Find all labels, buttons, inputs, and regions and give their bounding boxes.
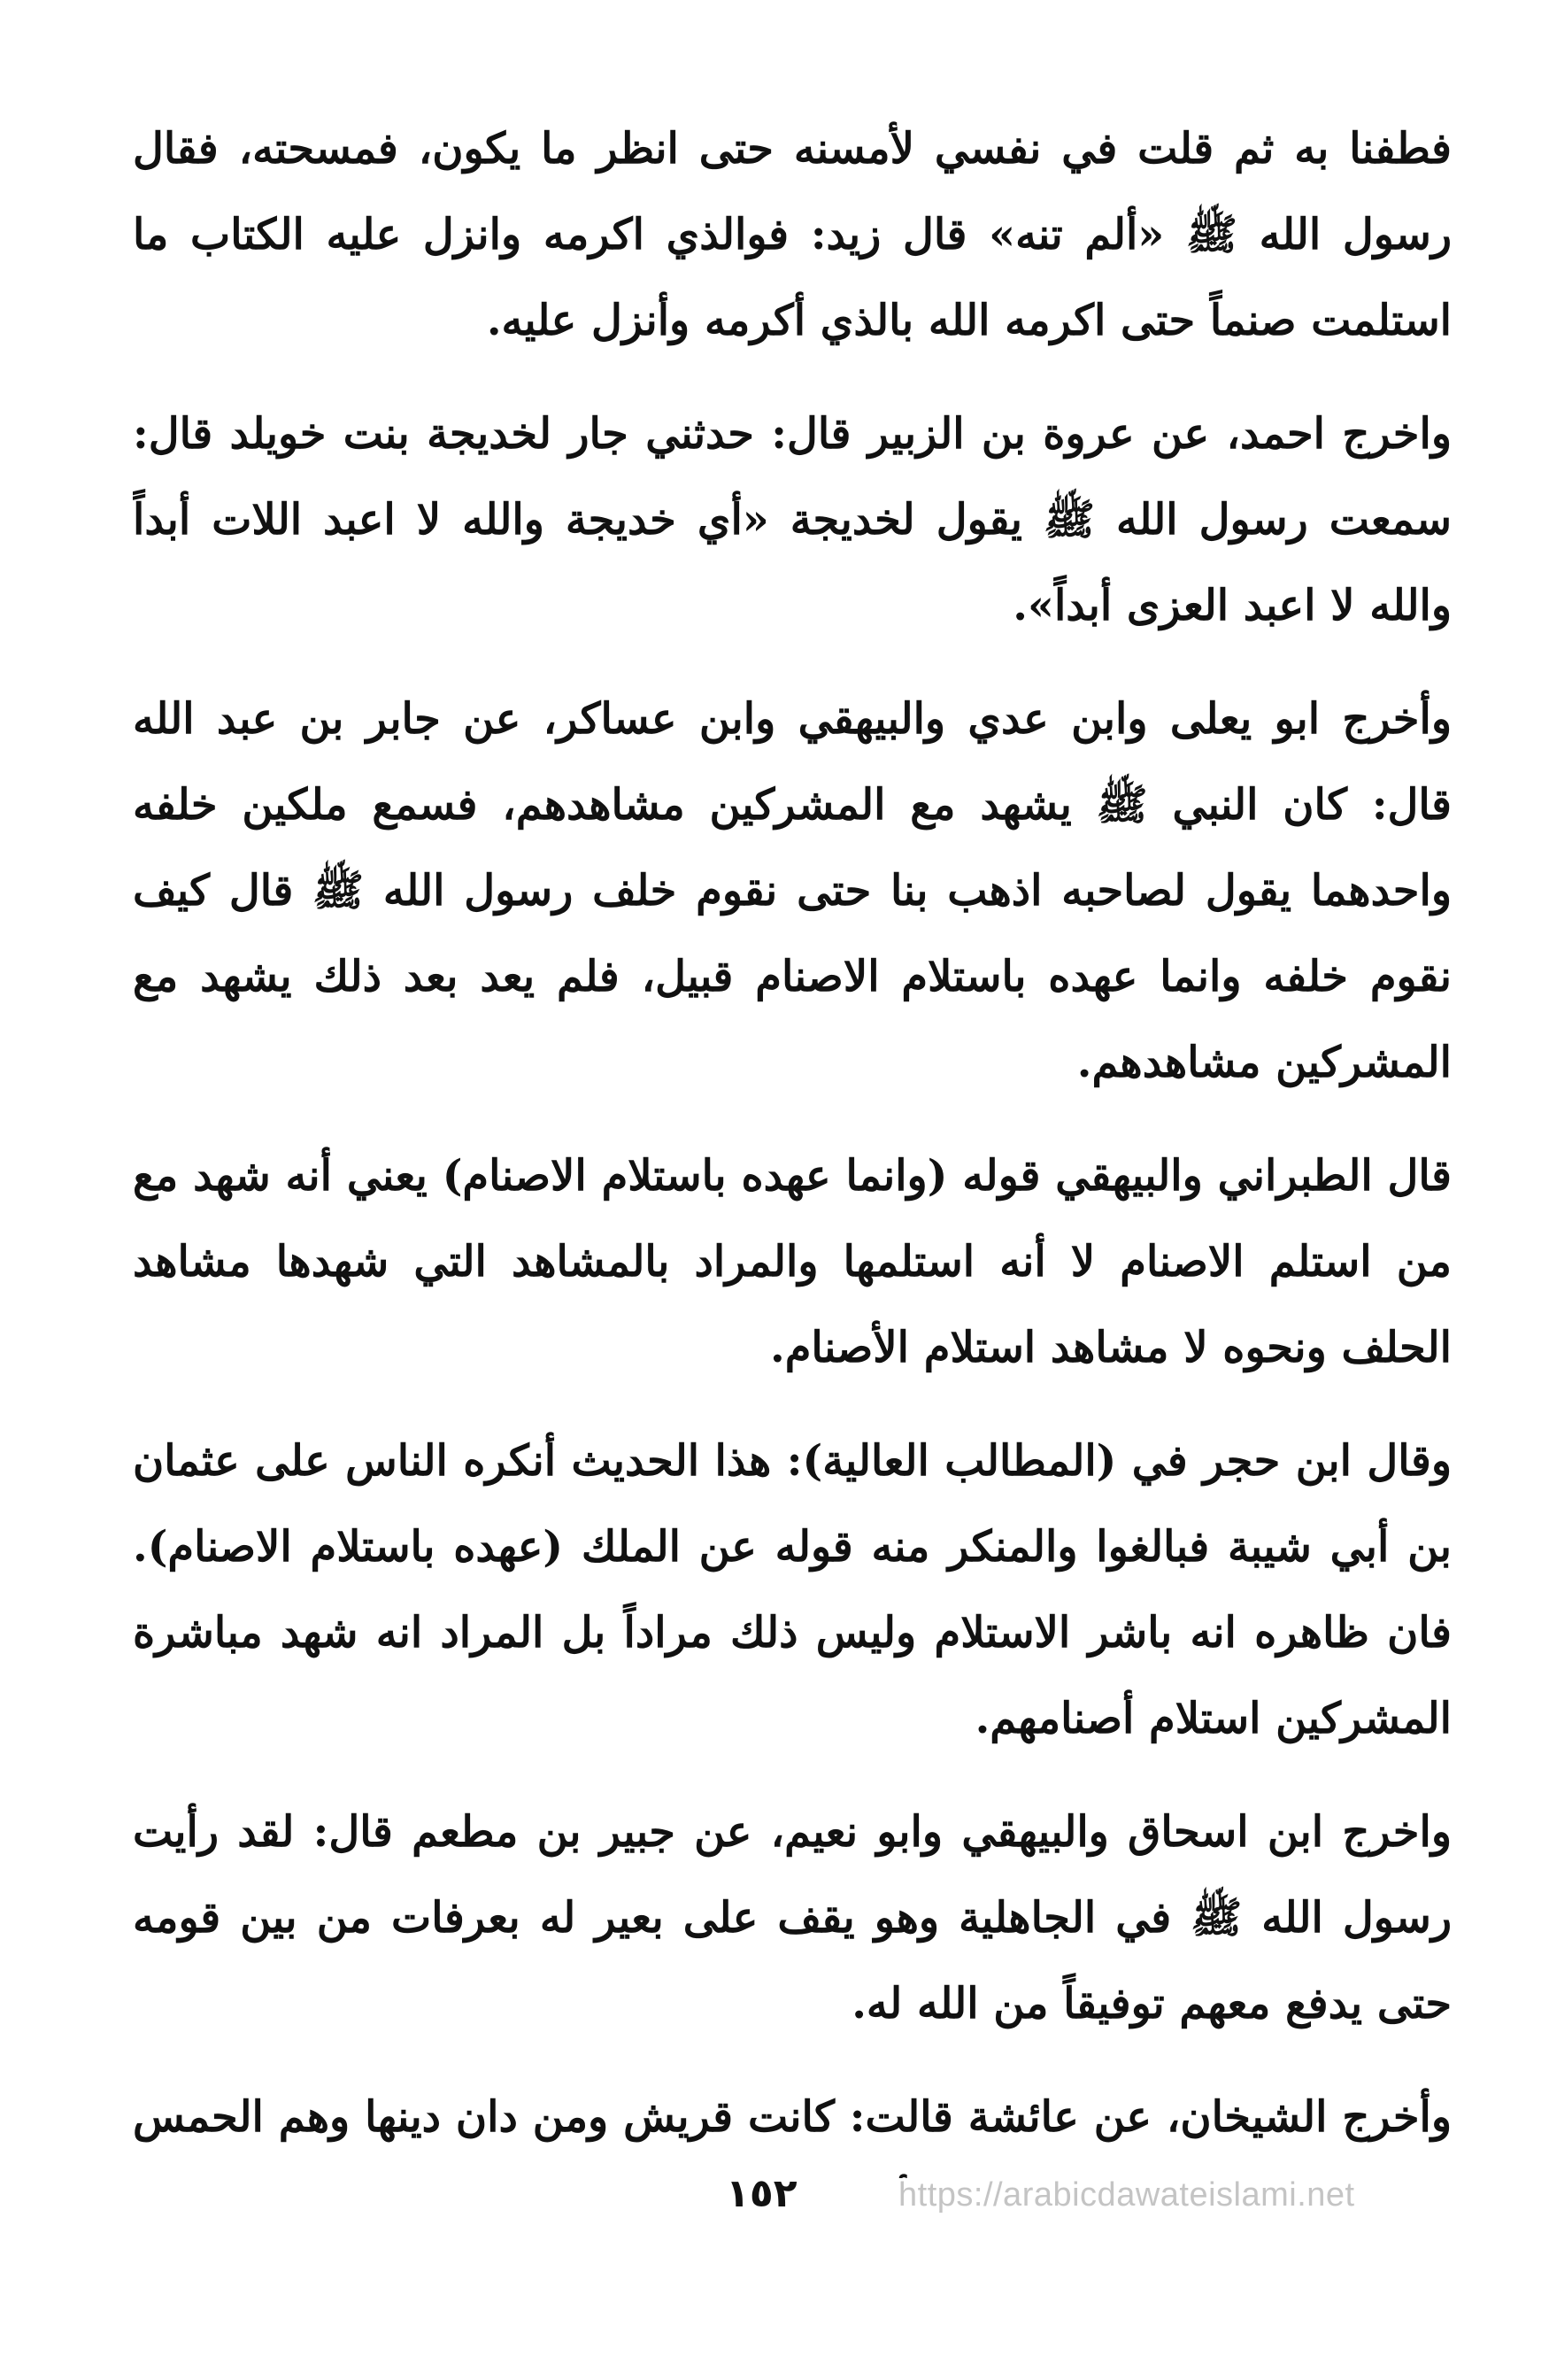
paragraph: وقال ابن حجر في (المطالب العالية): هذا الحديث أنكره الناس على عثمان بن أبي شيبة فبالغوا والمنكر منه قوله عن الملك (عهده باستلام الاصنام). فان ظاهره انه باشر الاستلام وليس ذلك مراداً بل المراد انه شهد مباشرة المشركين استلام أصنامهم. bbox=[133, 1436, 1452, 1743]
paragraph: قال الطبراني والبيهقي قوله (وانما عهده باستلام الاصنام) يعني أنه شهد مع من استلم الاصنام لا أنه استلمها والمراد بالمشاهد التي شهدها مشاهد الحلف ونحوه لا مشاهد استلام الأصنام. bbox=[133, 1151, 1452, 1372]
page-footer bbox=[0, 2171, 1549, 2242]
page-body bbox=[133, 115, 1452, 2178]
paragraph: واخرج ابن اسحاق والبيهقي وابو نعيم، عن جبير بن مطعم قال: لقد رأيت رسول الله ﷺ في الجاهلية وهو يقف على بعير له بعرفات من بين قومه حتى يدفع معهم توفيقاً من الله له. bbox=[133, 1807, 1452, 2028]
paragraph: فطفنا به ثم قلت في نفسي لأمسنه حتى انظر ما يكون، فمسحته، فقال رسول الله ﷺ «ألم تنه» قال زيد: فوالذي اكرمه وانزل عليه الكتاب ما استلمت صنماً حتى اكرمه الله بالذي أكرمه وأنزل عليه. bbox=[133, 124, 1452, 345]
paragraph: وأخرج ابو يعلى وابن عدي والبيهقي وابن عساكر، عن جابر بن عبد الله قال: كان النبي ﷺ يشهد مع المشركين مشاهدهم، فسمع ملكين خلفه واحدهما يقول لصاحبه اذهب بنا حتى نقوم خلف رسول الله ﷺ قال كيف نقوم خلفه وانما عهده باستلام الاصنام قبيل، فلم يعد بعد ذلك يشهد مع المشركين مشاهدهم. bbox=[133, 694, 1452, 1087]
paragraph: واخرج احمد، عن عروة بن الزبير قال: حدثني جار لخديجة بنت خويلد قال: سمعت رسول الله ﷺ يقول لخديجة «أي خديجة والله لا اعبد اللات أبداً والله لا اعبد العزى أبداً». bbox=[133, 409, 1452, 630]
paragraph: وأخرج الشيخان، عن عائشة قالت: كانت قريش ومن دان دينها وهم الحمس bbox=[133, 2092, 1452, 2142]
watermark-url: https://arabicdawateislami.net bbox=[898, 2176, 1355, 2214]
page-number: ١٥٢ bbox=[726, 2171, 798, 2216]
